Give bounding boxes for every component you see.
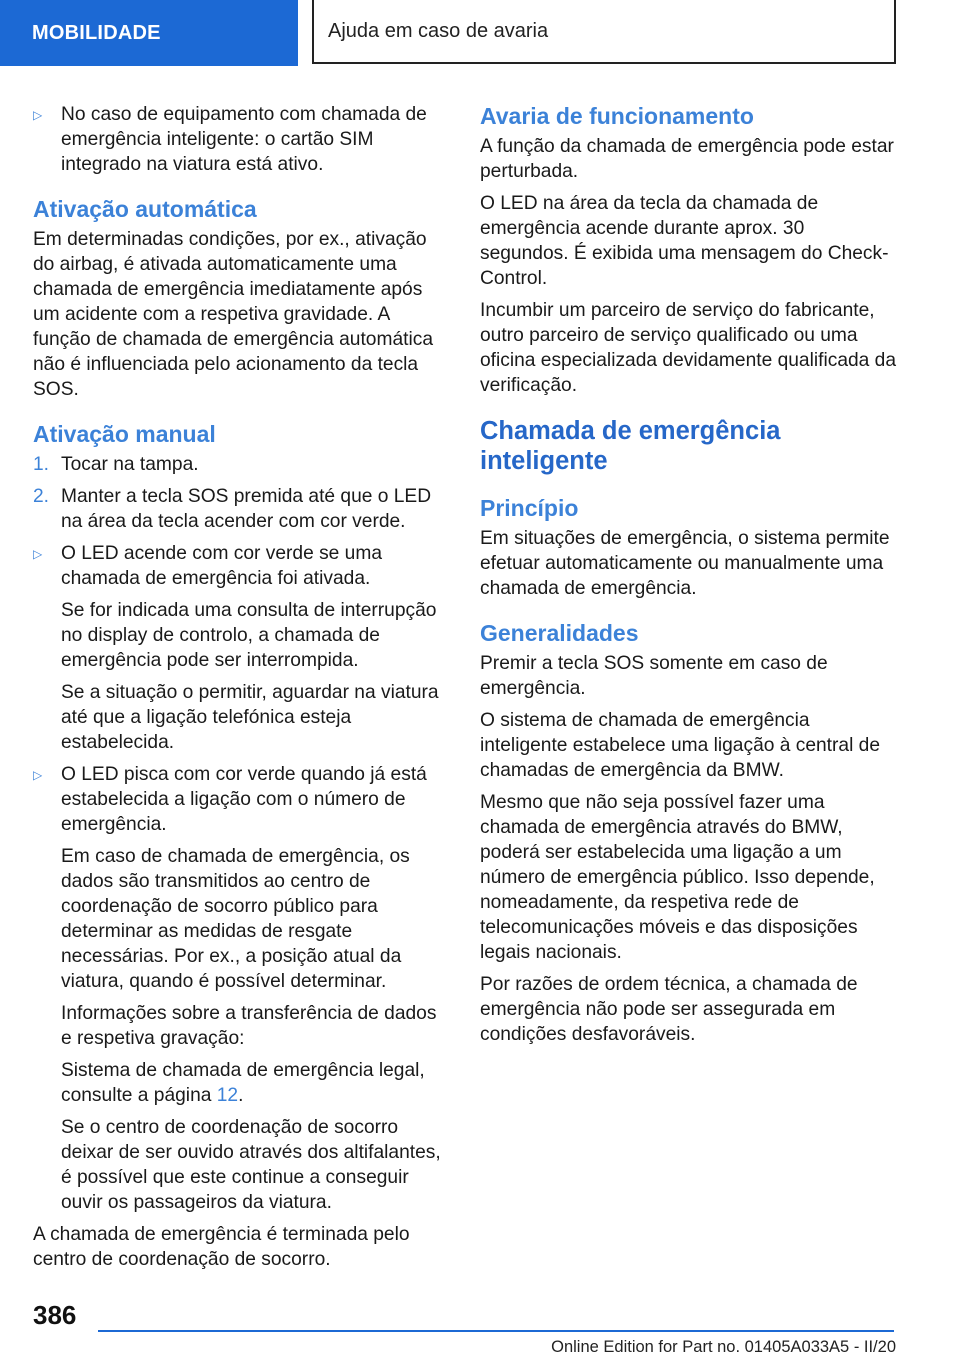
triangle-right-outline-icon: ▷ [33,547,43,561]
right-column [480,102,896,1054]
step-item [33,452,451,477]
note-subparagraph [33,1058,451,1108]
closing-text: A chamada de emergência é terminada pelo centro de coordenação de socorro. [33,1224,410,1270]
chapter-title: Ajuda em caso de avaria [312,0,896,64]
section-tab: MOBILIDADE [0,0,298,66]
footer-edition: Online Edition for Part no. 01405A033A5 - II/20 [551,1338,896,1356]
auto-activation-text: Em determinadas condições, por ex., ativação do airbag, é ativada automaticamente uma chamada de emergência imediatamente após um acidente com a respetiva gravidade. A função de chamada de emergência automática não é influenciada pelo acionamento da tecla SOS. [33,229,433,400]
heading-manual-activation: Ativação manual [33,421,216,447]
step-text: Manter a tecla SOS premida até que o LED na área da tecla acender com cor verde. [61,486,432,532]
footer-divider [98,1330,894,1332]
left-column [33,102,451,1279]
page-reference-link[interactable]: 12 [216,1085,239,1106]
malfunction-text: A função da chamada de emergência pode estar perturbada. [480,136,894,182]
step-number: 1. [33,454,50,475]
note-text: O LED pisca com cor verde quando já está estabelecida a ligação com o número de emergência. [61,764,427,835]
heading-general: Generalidades [480,620,639,646]
note-item [33,102,451,177]
reference-text: Sistema de chamada de emergência legal, consulte a página [61,1060,425,1106]
triangle-right-outline-icon: ▷ [33,108,43,122]
heading-malfunction: Avaria de funcionamento [480,103,754,129]
step-number: 2. [33,486,50,507]
note-text: O LED acende com cor verde se uma chamada de emergência foi ativada. [61,543,383,589]
general-text: Premir a tecla SOS somente em caso de emergência. [480,653,828,699]
note-item [33,541,451,591]
malfunction-text: O LED na área da tecla da chamada de emergência acende durante aprox. 30 segundos. É exibida uma mensagem do Check-Control. [480,193,889,289]
note-subparagraph: Informações sobre a transferência de dados e respetiva gravação: [61,1003,437,1049]
step-text: Tocar na tampa. [61,454,199,475]
general-text: Por razões de ordem técnica, a chamada de emergência não pode ser assegurada em condições desfavoráveis. [480,974,858,1045]
note-subparagraph: Se a situação o permitir, aguardar na viatura até que a ligação telefónica esteja estabelecida. [61,682,439,753]
note-subparagraph: Se o centro de coordenação de socorro deixar de ser ouvido através dos altifalantes, é possível que este continue a conseguir ouvir os passageiros da viatura. [61,1117,441,1213]
reference-end: . [238,1085,244,1106]
general-text: Mesmo que não seja possível fazer uma chamada de emergência através do BMW, poderá ser estabelecida uma ligação a um número de emergência público. Isso depende, nomeadamente, da respetiva rede de telecomunicações móveis e das disposições legais nacionais. [480,792,875,963]
general-text: O sistema de chamada de emergência inteligente estabelece uma ligação à central de chamadas de emergência da BMW. [480,710,881,781]
malfunction-text: Incumbir um parceiro de serviço do fabricante, outro parceiro de serviço qualificado ou uma oficina especializada devidamente qualificada da verificação. [480,300,897,396]
step-item [33,484,451,534]
note-item [33,762,451,837]
note-subparagraph: Se for indicada uma consulta de interrupção no display de controlo, a chamada de emergência pode ser interrompida. [61,600,437,671]
note-subparagraph: Em caso de chamada de emergência, os dados são transmitidos ao centro de coordenação de socorro público para determinar as medidas de resgate necessárias. Por ex., a posição atual da viatura, quando é possível determinar. [61,846,410,992]
principle-text: Em situações de emergência, o sistema permite efetuar automaticamente ou manualmente uma chamada de emergência. [480,528,890,599]
triangle-right-outline-icon: ▷ [33,768,43,782]
heading-auto-activation: Ativação automática [33,196,257,222]
page-header [0,0,960,66]
page-number: 386 [33,1300,77,1330]
heading-principle: Princípio [480,495,579,521]
note-text: No caso de equipamento com chamada de emergência inteligente: o cartão SIM integrado na viatura está ativo. [61,104,427,175]
heading-intelligent-emergency-call: Chamada de emergência inteligente [480,417,781,475]
